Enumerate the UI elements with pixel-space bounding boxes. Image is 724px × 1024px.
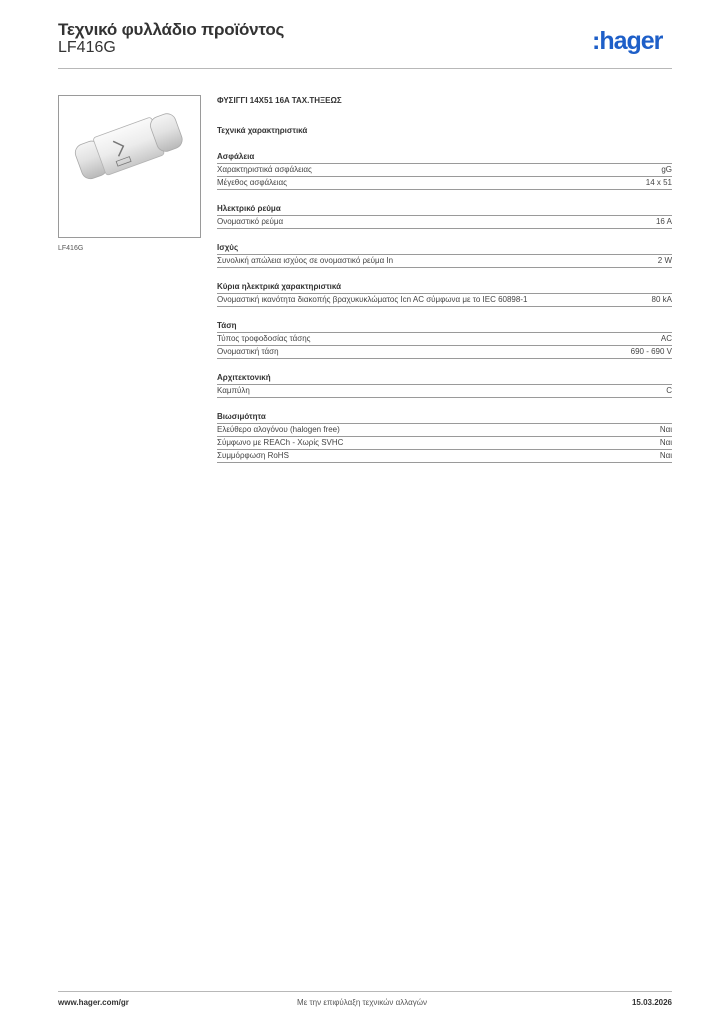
footer-notice: Με την επιφύλαξη τεχνικών αλλαγών — [297, 998, 427, 1007]
spec-value: AC — [660, 334, 672, 343]
section-fuse — [217, 150, 672, 190]
section-title: Τάση — [217, 319, 672, 333]
spec-row — [217, 385, 672, 398]
spec-content — [217, 96, 672, 475]
spec-label: Συνολική απώλεια ισχύος σε ονομαστικό ρεύμα In — [217, 256, 394, 265]
section-title: Ασφάλεια — [217, 150, 672, 164]
spec-label: Μέγεθος ασφάλειας — [217, 178, 287, 187]
spec-label: Ονομαστική ικανότητα διακοπής βραχυκυκλώματος Icn AC σύμφωνα με το IEC 60898-1 — [217, 295, 528, 304]
section-title: Βιωσιμότητα — [217, 410, 672, 424]
section-architecture — [217, 371, 672, 398]
spec-row — [217, 346, 672, 359]
spec-row — [217, 177, 672, 190]
section-title: Ηλεκτρικό ρεύμα — [217, 202, 672, 216]
section-power — [217, 241, 672, 268]
spec-value: 14 x 51 — [645, 178, 672, 187]
spec-row — [217, 164, 672, 177]
spec-value: C — [666, 386, 672, 395]
product-name: ΦΥΣΙΓΓΙ 14X51 16A ΤΑΧ.ΤΗΞΕΩΣ — [217, 96, 342, 105]
section-voltage — [217, 319, 672, 359]
spec-label: Σύμφωνο με REACh - Χωρίς SVHC — [217, 438, 344, 447]
spec-value: 690 - 690 V — [630, 347, 672, 356]
spec-row — [217, 333, 672, 346]
spec-label: Χαρακτηριστικά ασφάλειας — [217, 165, 312, 174]
section-title: Ισχύς — [217, 241, 672, 255]
product-code: LF416G — [58, 39, 116, 56]
spec-label: Καμπύλη — [217, 386, 250, 395]
spec-value: 2 W — [657, 256, 672, 265]
spec-value: Ναι — [659, 438, 672, 447]
fuse-cartridge-illustration — [59, 96, 200, 237]
spec-label: Ονομαστική τάση — [217, 347, 279, 356]
spec-label: Ονομαστικό ρεύμα — [217, 217, 284, 226]
spec-value: Ναι — [659, 451, 672, 460]
section-current — [217, 202, 672, 229]
footer-website-link[interactable]: www.hager.com/gr — [58, 998, 129, 1007]
spec-value: 16 A — [655, 217, 672, 226]
spec-row — [217, 255, 672, 268]
product-image — [58, 95, 201, 238]
footer-divider — [58, 991, 672, 992]
section-title: Κύρια ηλεκτρικά χαρακτηριστικά — [217, 280, 672, 294]
specs-heading: Τεχνικά χαρακτηριστικά — [217, 126, 308, 135]
spec-row — [217, 437, 672, 450]
section-title: Αρχιτεκτονική — [217, 371, 672, 385]
spec-row — [217, 294, 672, 307]
spec-label: Τύπος τροφοδοσίας τάσης — [217, 334, 311, 343]
spec-label: Ελεύθερο αλογόνου (halogen free) — [217, 425, 340, 434]
spec-label: Συμμόρφωση RoHS — [217, 451, 289, 460]
page-title: Τεχνικό φυλλάδιο προϊόντος — [58, 20, 285, 39]
spec-row — [217, 216, 672, 229]
spec-value: gG — [661, 165, 672, 174]
section-sustainability — [217, 410, 672, 463]
section-electrical — [217, 280, 672, 307]
spec-row — [217, 450, 672, 463]
hager-logo[interactable]: :hager — [592, 27, 663, 55]
image-caption: LF416G — [58, 245, 84, 252]
header-divider — [58, 68, 672, 69]
spec-value: Ναι — [659, 425, 672, 434]
footer-date: 15.03.2026 — [631, 998, 672, 1007]
spec-row — [217, 424, 672, 437]
spec-value: 80 kA — [651, 295, 672, 304]
